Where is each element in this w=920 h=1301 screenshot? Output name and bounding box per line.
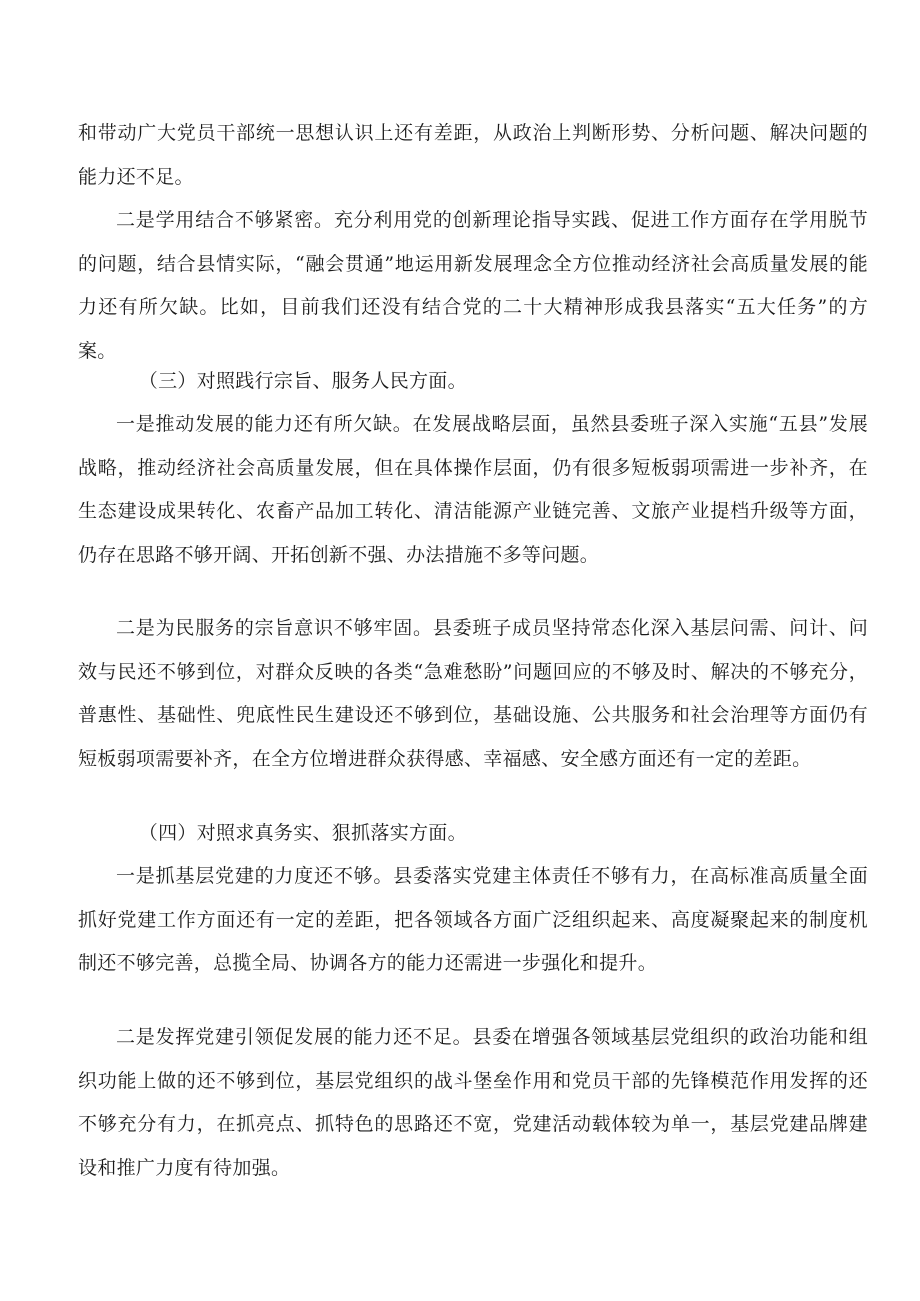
- paragraph-continuation: 和带动广大党员干部统一思想认识上还有差距，从政治上判断形势、分析问题、解决问题的能力还不足。: [78, 122, 868, 188]
- paragraph-serving-people: 二是为民服务的宗旨意识不够牢固。县委班子成员坚持常态化深入基层问需、问计、问效与民还不够到位，对群众反映的各类“急难愁盼”问题回应的不够及时、解决的不够充分，普惠性、基础性、兜底性民生建设还不够到位，基础设施、公共服务和社会治理等方面仍有短板弱项需要补齐，在全方位增进群众获得感、幸福感、安全感方面还有一定的差距。: [78, 617, 868, 770]
- paragraph-development-ability: 一是推动发展的能力还有所欠缺。在发展战略层面，虽然县委班子深入实施“五县”发展战略，推动经济社会高质量发展，但在具体操作层面，仍有很多短板弱项需进一步补齐，在生态建设成果转化、农畜产品加工转化、清洁能源产业链完善、文旅产业提档升级等方面，仍存在思路不够开阔、开拓创新不强、办法措施不多等问题。: [78, 413, 868, 566]
- section-heading-4: （四）对照求真务实、狠抓落实方面。: [138, 822, 467, 844]
- paragraph-party-building: 一是抓基层党建的力度还不够。县委落实党建主体责任不够有力，在高标准高质量全面抓好党建工作方面还有一定的差距，把各领域各方面广泛组织起来、高度凝聚起来的制度机制还不够完善，总揽全局、协调各方的能力还需进一步强化和提升。: [78, 865, 868, 974]
- section-heading-3: （三）对照践行宗旨、服务人民方面。: [138, 370, 467, 392]
- paragraph-study-application: 二是学用结合不够紧密。充分利用党的创新理论指导实践、促进工作方面存在学用脱节的问题，结合县情实际，“融会贯通”地运用新发展理念全方位推动经济社会高质量发展的能力还有所欠缺。比如，目前我们还没有结合党的二十大精神形成我县落实“五大任务”的方案。: [78, 209, 868, 362]
- paragraph-party-leadership: 二是发挥党建引领促发展的能力还不足。县委在增强各领域基层党组织的政治功能和组织功能上做的还不够到位，基层党组织的战斗堡垒作用和党员干部的先锋模范作用发挥的还不够充分有力，在抓亮点、抓特色的思路还不宽，党建活动载体较为单一，基层党建品牌建设和推广力度有待加强。: [78, 1026, 868, 1179]
